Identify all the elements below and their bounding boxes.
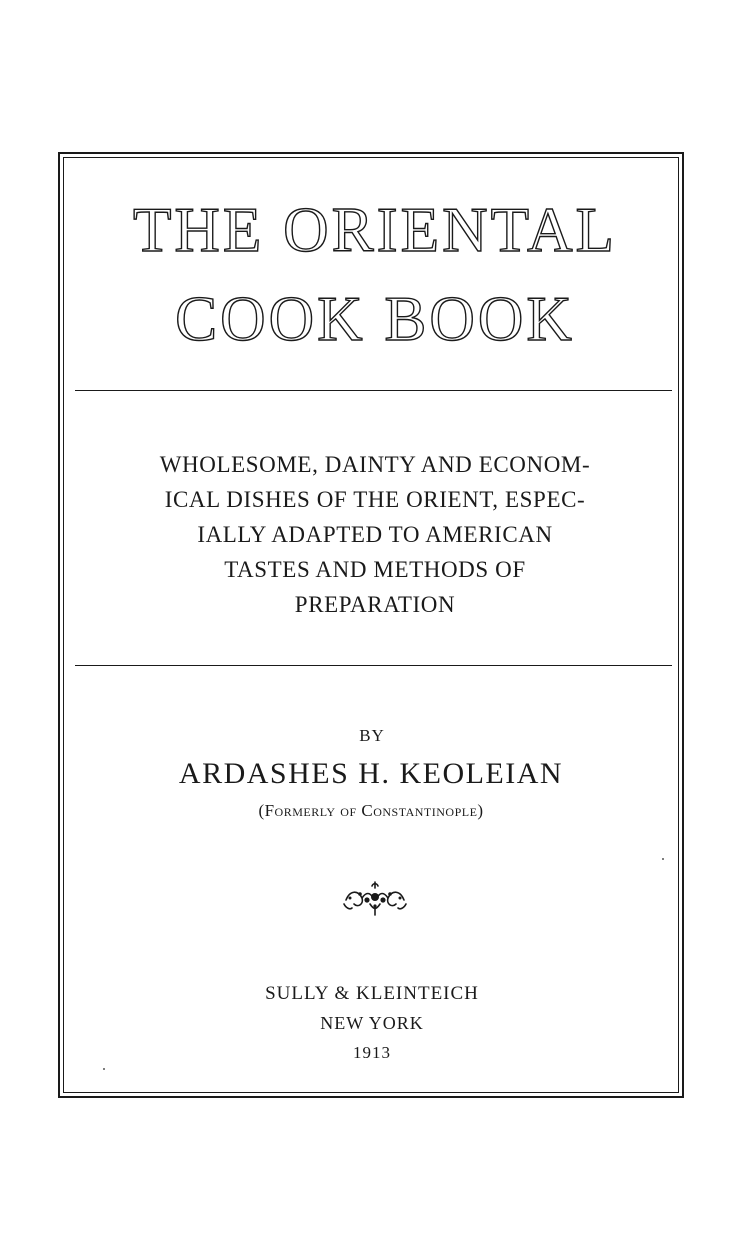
divider-top xyxy=(75,390,672,391)
publication-year: 1913 xyxy=(353,1043,391,1062)
book-subtitle xyxy=(80,447,670,622)
book-title-line-2: COOK BOOK xyxy=(175,284,575,354)
divider-bottom xyxy=(75,665,672,666)
subtitle-line: ICAL DISHES OF THE ORIENT, ESPEC- xyxy=(164,487,586,512)
subtitle-line: IALLY ADAPTED TO AMERICAN xyxy=(197,522,553,547)
byline: BY xyxy=(359,726,385,745)
paper-speck xyxy=(103,1068,105,1070)
publisher-city: NEW YORK xyxy=(320,1013,424,1033)
author-name: ARDASHES H. KEOLEIAN xyxy=(178,757,564,790)
subtitle-line: TASTES AND METHODS OF xyxy=(224,557,526,582)
book-title-line-1: THE ORIENTAL xyxy=(132,195,618,265)
floral-ornament-icon xyxy=(340,878,410,918)
publisher-name: SULLY & KLEINTEICH xyxy=(265,983,479,1004)
author-note: (Formerly of Constantinople) xyxy=(258,801,484,820)
subtitle-line: PREPARATION xyxy=(294,592,456,617)
paper-speck xyxy=(662,858,664,860)
subtitle-line: WHOLESOME, DAINTY AND ECONOM- xyxy=(159,452,591,477)
